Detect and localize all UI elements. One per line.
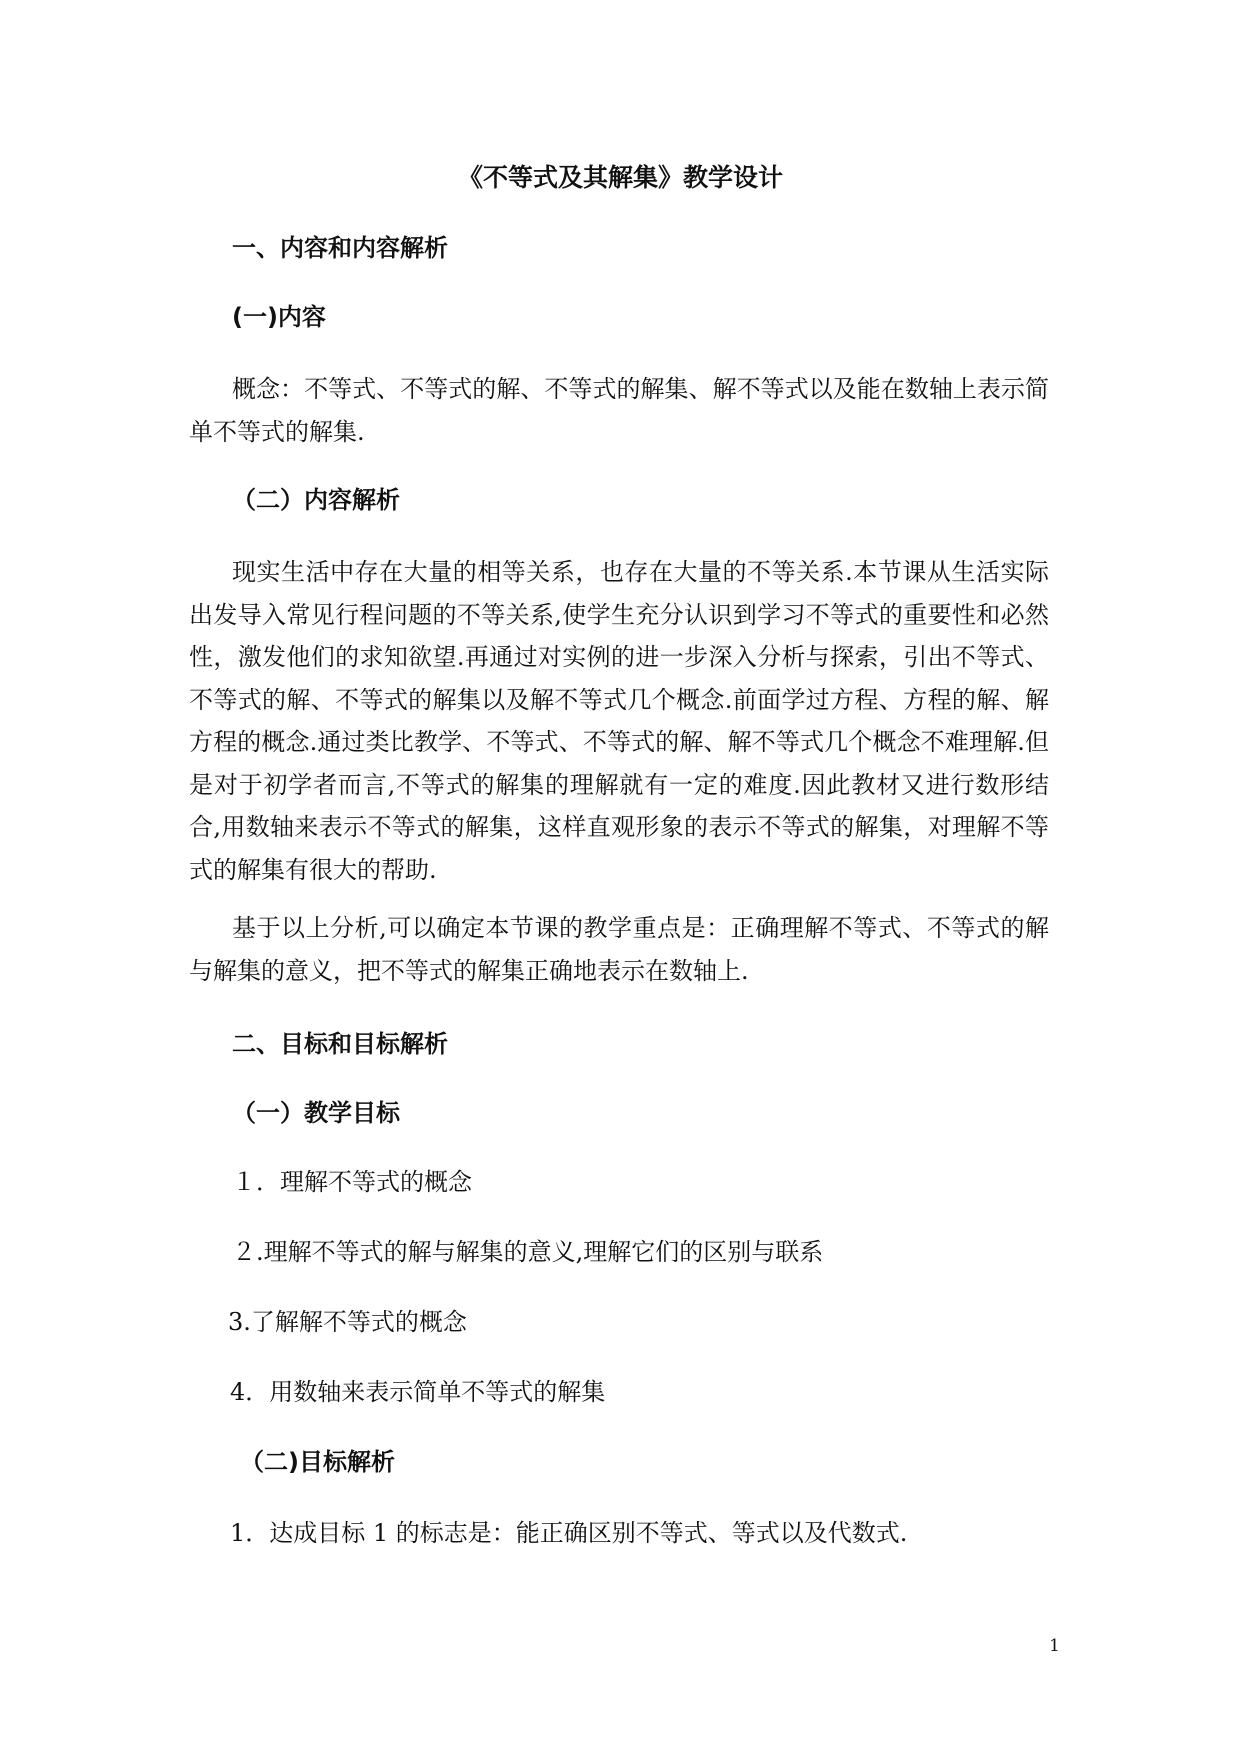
goal-item-4: 4．用数轴来表示简单不等式的解集 xyxy=(230,1378,606,1406)
goal-item-1: １．理解不等式的概念 xyxy=(232,1168,472,1196)
document-title: 《不等式及其解集》教学设计 xyxy=(457,163,783,192)
page-number: 1 xyxy=(1049,1636,1060,1656)
paragraph-content-analysis: 现实生活中存在大量的相等关系，也存在大量的不等关系.本节课从生活实际出发导入常见行程问题的不等关系,使学生充分认识到学习不等式的重要性和必然性，激发他们的求知欲望.再通过对实例的进一步深入分析与探索，引出不等式、不等式的解、不等式的解集以及解不等式几个概念.前面学过方程、方程的解、解方程的概念.通过类比教学、不等式、不等式的解、解不等式几个概念不难理解.但是对于初学者而言,不等式的解集的理解就有一定的难度.因此教材又进行数形结合,用数轴来表示不等式的解集，这样直观形象的表示不等式的解集，对理解不等式的解集有很大的帮助. xyxy=(189,558,1049,884)
subsection-heading-teaching-goals: （一）教学目标 xyxy=(232,1099,400,1127)
paragraph-teaching-focus: 基于以上分析,可以确定本节课的教学重点是：正确理解不等式、不等式的解与解集的意义，把不等式的解集正确地表示在数轴上. xyxy=(189,914,1049,985)
goal-item-3: 3.了解解不等式的概念 xyxy=(228,1308,467,1336)
goal-analysis-item-1: 1．达成目标 1 的标志是：能正确区别不等式、等式以及代数式. xyxy=(230,1519,908,1547)
goal-item-2: ２.理解不等式的解与解集的意义,理解它们的区别与联系 xyxy=(232,1238,824,1266)
section-heading-goals: 二、目标和目标解析 xyxy=(232,1030,448,1058)
section-heading-content: 一、内容和内容解析 xyxy=(232,234,448,262)
paragraph-concepts: 概念：不等式、不等式的解、不等式的解集、解不等式以及能在数轴上表示简单不等式的解集. xyxy=(189,375,1049,446)
subsection-heading-content: (一)内容 xyxy=(232,303,326,331)
subsection-heading-content-analysis: （二）内容解析 xyxy=(232,486,400,514)
subsection-heading-goal-analysis: （二)目标解析 xyxy=(240,1448,395,1476)
